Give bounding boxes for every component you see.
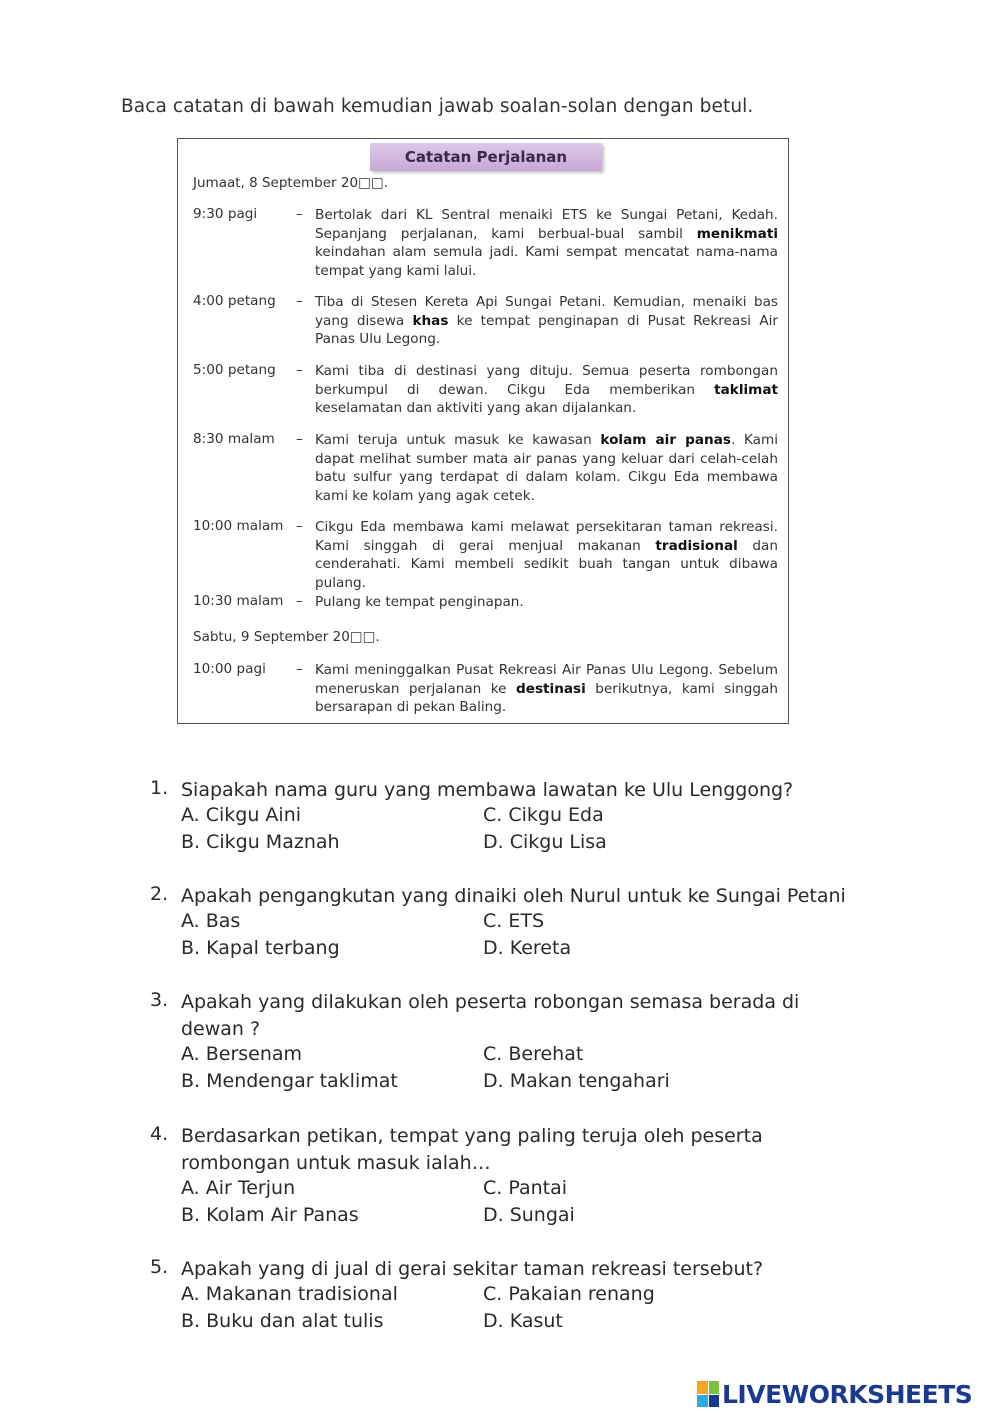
question-text: Apakah yang dilakukan oleh peserta robongan semasa berada di dewan ? <box>181 991 800 1040</box>
option-d[interactable]: D. Kasut <box>483 1310 563 1332</box>
note-time: 10:00 pagi <box>193 661 266 677</box>
logo-cell <box>709 1381 720 1394</box>
note-text-part: Tiba di Stesen Kereta Api Sungai Petani. Kemudian, menaiki bas yang disewa <box>315 294 778 329</box>
question-text: Apakah yang di jual di gerai sekitar taman rekreasi tersebut? <box>181 1258 764 1280</box>
note-text <box>315 593 778 612</box>
note-keyword: tradisional <box>655 537 738 554</box>
note-time: 5:00 petang <box>193 362 276 378</box>
option-a[interactable]: A. Makanan tradisional <box>181 1283 398 1305</box>
option-c[interactable]: C. Berehat <box>483 1043 584 1065</box>
option-c[interactable]: C. Pakaian renang <box>483 1283 655 1305</box>
question-number: 4. <box>150 1123 169 1145</box>
option-d[interactable]: D. Sungai <box>483 1204 575 1226</box>
option-c[interactable]: C. Cikgu Eda <box>483 804 604 826</box>
option-a[interactable]: A. Air Terjun <box>181 1177 296 1199</box>
note-keyword: kolam air panas <box>600 432 731 448</box>
option-b[interactable]: B. Kolam Air Panas <box>181 1204 359 1226</box>
note-title: Catatan Perjalanan <box>370 143 602 171</box>
question-number: 2. <box>150 883 169 905</box>
note-date-day2: Sabtu, 9 September 20□□. <box>193 629 380 645</box>
note-keyword: destinasi <box>516 680 586 697</box>
note-time: 8:30 malam <box>193 431 275 447</box>
note-text-part: Bertolak dari KL Sentral menaiki ETS ke Sungai Petani, Kedah. Sepanjang perjalanan, kami berbual-bual sambil <box>315 207 778 242</box>
note-text-part: dan cenderahati. Kami membeli sedikit buah tangan untuk dibawa pulang. <box>315 537 778 591</box>
note-text <box>315 431 778 505</box>
note-dash: – <box>296 206 303 222</box>
logo-cell <box>697 1381 708 1394</box>
option-b[interactable]: B. Mendengar taklimat <box>181 1070 398 1092</box>
note-text <box>315 206 778 280</box>
option-b[interactable]: B. Cikgu Maznah <box>181 831 340 853</box>
question-text: Apakah pengangkutan yang dinaiki oleh Nurul untuk ke Sungai Petani <box>181 885 846 907</box>
option-c[interactable]: C. Pantai <box>483 1177 568 1199</box>
option-d[interactable]: D. Makan tengahari <box>483 1070 670 1092</box>
note-text-part: keselamatan dan aktiviti yang akan dijalankan. <box>315 400 637 417</box>
option-b[interactable]: B. Buku dan alat tulis <box>181 1310 384 1332</box>
note-dash: – <box>296 431 303 447</box>
brand-text: LIVEWORKSHEETS <box>722 1379 973 1409</box>
note-keyword: menikmati <box>696 225 778 242</box>
note-text-part: ke tempat penginapan di Pusat Rekreasi Air Panas Ulu Legong. <box>315 312 779 348</box>
note-text-part: . Kami dapat melihat sumber mata air panas yang keluar dari celah-celah batu sulfur yang terdapat di dalam kolam. Cikgu Eda membawa kami ke kolam yang agak cetek. <box>315 432 778 504</box>
note-text <box>315 518 778 592</box>
note-dash: – <box>296 518 303 534</box>
note-text-part: keindahan alam semula jadi. Kami sempat mencatat nama-nama tempat yang kami lalui. <box>315 244 778 279</box>
option-a[interactable]: A. Bersenam <box>181 1043 303 1065</box>
question-number: 5. <box>150 1256 169 1278</box>
note-text-part: Pulang ke tempat penginapan. <box>315 594 524 610</box>
liveworksheets-logo-icon <box>697 1381 719 1407</box>
note-text-part: Kami tiba di destinasi yang dituju. Semua peserta rombongan berkumpul di dewan. Cikgu Eda memberikan <box>315 363 778 398</box>
option-b[interactable]: B. Kapal terbang <box>181 937 340 959</box>
note-dash: – <box>296 293 303 309</box>
option-a[interactable]: A. Bas <box>181 910 241 932</box>
question-text: Siapakah nama guru yang membawa lawatan ke Ulu Lenggong? <box>181 779 794 801</box>
note-time: 9:30 pagi <box>193 206 258 222</box>
note-text-part: berikutnya, kami singgah bersarapan di pekan Baling. <box>315 680 778 716</box>
travel-note-box <box>177 138 789 724</box>
question-number: 1. <box>150 777 169 799</box>
option-c[interactable]: C. ETS <box>483 910 545 932</box>
option-d[interactable]: D. Kereta <box>483 937 572 959</box>
note-dash: – <box>296 593 303 609</box>
note-text <box>315 661 778 717</box>
note-dash: – <box>296 661 303 677</box>
note-keyword: khas <box>412 312 449 329</box>
note-keyword: taklimat <box>714 381 778 398</box>
note-time: 10:30 malam <box>193 593 284 609</box>
note-dash: – <box>296 362 303 378</box>
note-text-part: Cikgu Eda membawa kami melawat persekitaran taman rekreasi. Kami singgah di gerai menjual makanan <box>315 519 778 554</box>
note-text-part: Kami teruja untuk masuk ke kawasan <box>315 432 601 448</box>
note-date-day1: Jumaat, 8 September 20□□. <box>193 175 388 191</box>
instruction-text: Baca catatan di bawah kemudian jawab soalan-solan dengan betul. <box>121 96 754 117</box>
logo-cell <box>697 1395 708 1408</box>
note-time: 4:00 petang <box>193 293 276 309</box>
note-text <box>315 362 778 418</box>
question-text: Berdasarkan petikan, tempat yang paling teruja oleh peserta rombongan untuk masuk ialah… <box>181 1125 763 1174</box>
question-number: 3. <box>150 989 169 1011</box>
note-time: 10:00 malam <box>193 518 284 534</box>
liveworksheets-brand[interactable] <box>697 1377 972 1411</box>
option-d[interactable]: D. Cikgu Lisa <box>483 831 607 853</box>
logo-cell <box>709 1395 720 1408</box>
note-text-part: Kami meninggalkan Pusat Rekreasi Air Panas Ulu Legong. Sebelum meneruskan perjalanan ke <box>315 662 778 697</box>
note-text <box>315 293 778 349</box>
option-a[interactable]: A. Cikgu Aini <box>181 804 302 826</box>
